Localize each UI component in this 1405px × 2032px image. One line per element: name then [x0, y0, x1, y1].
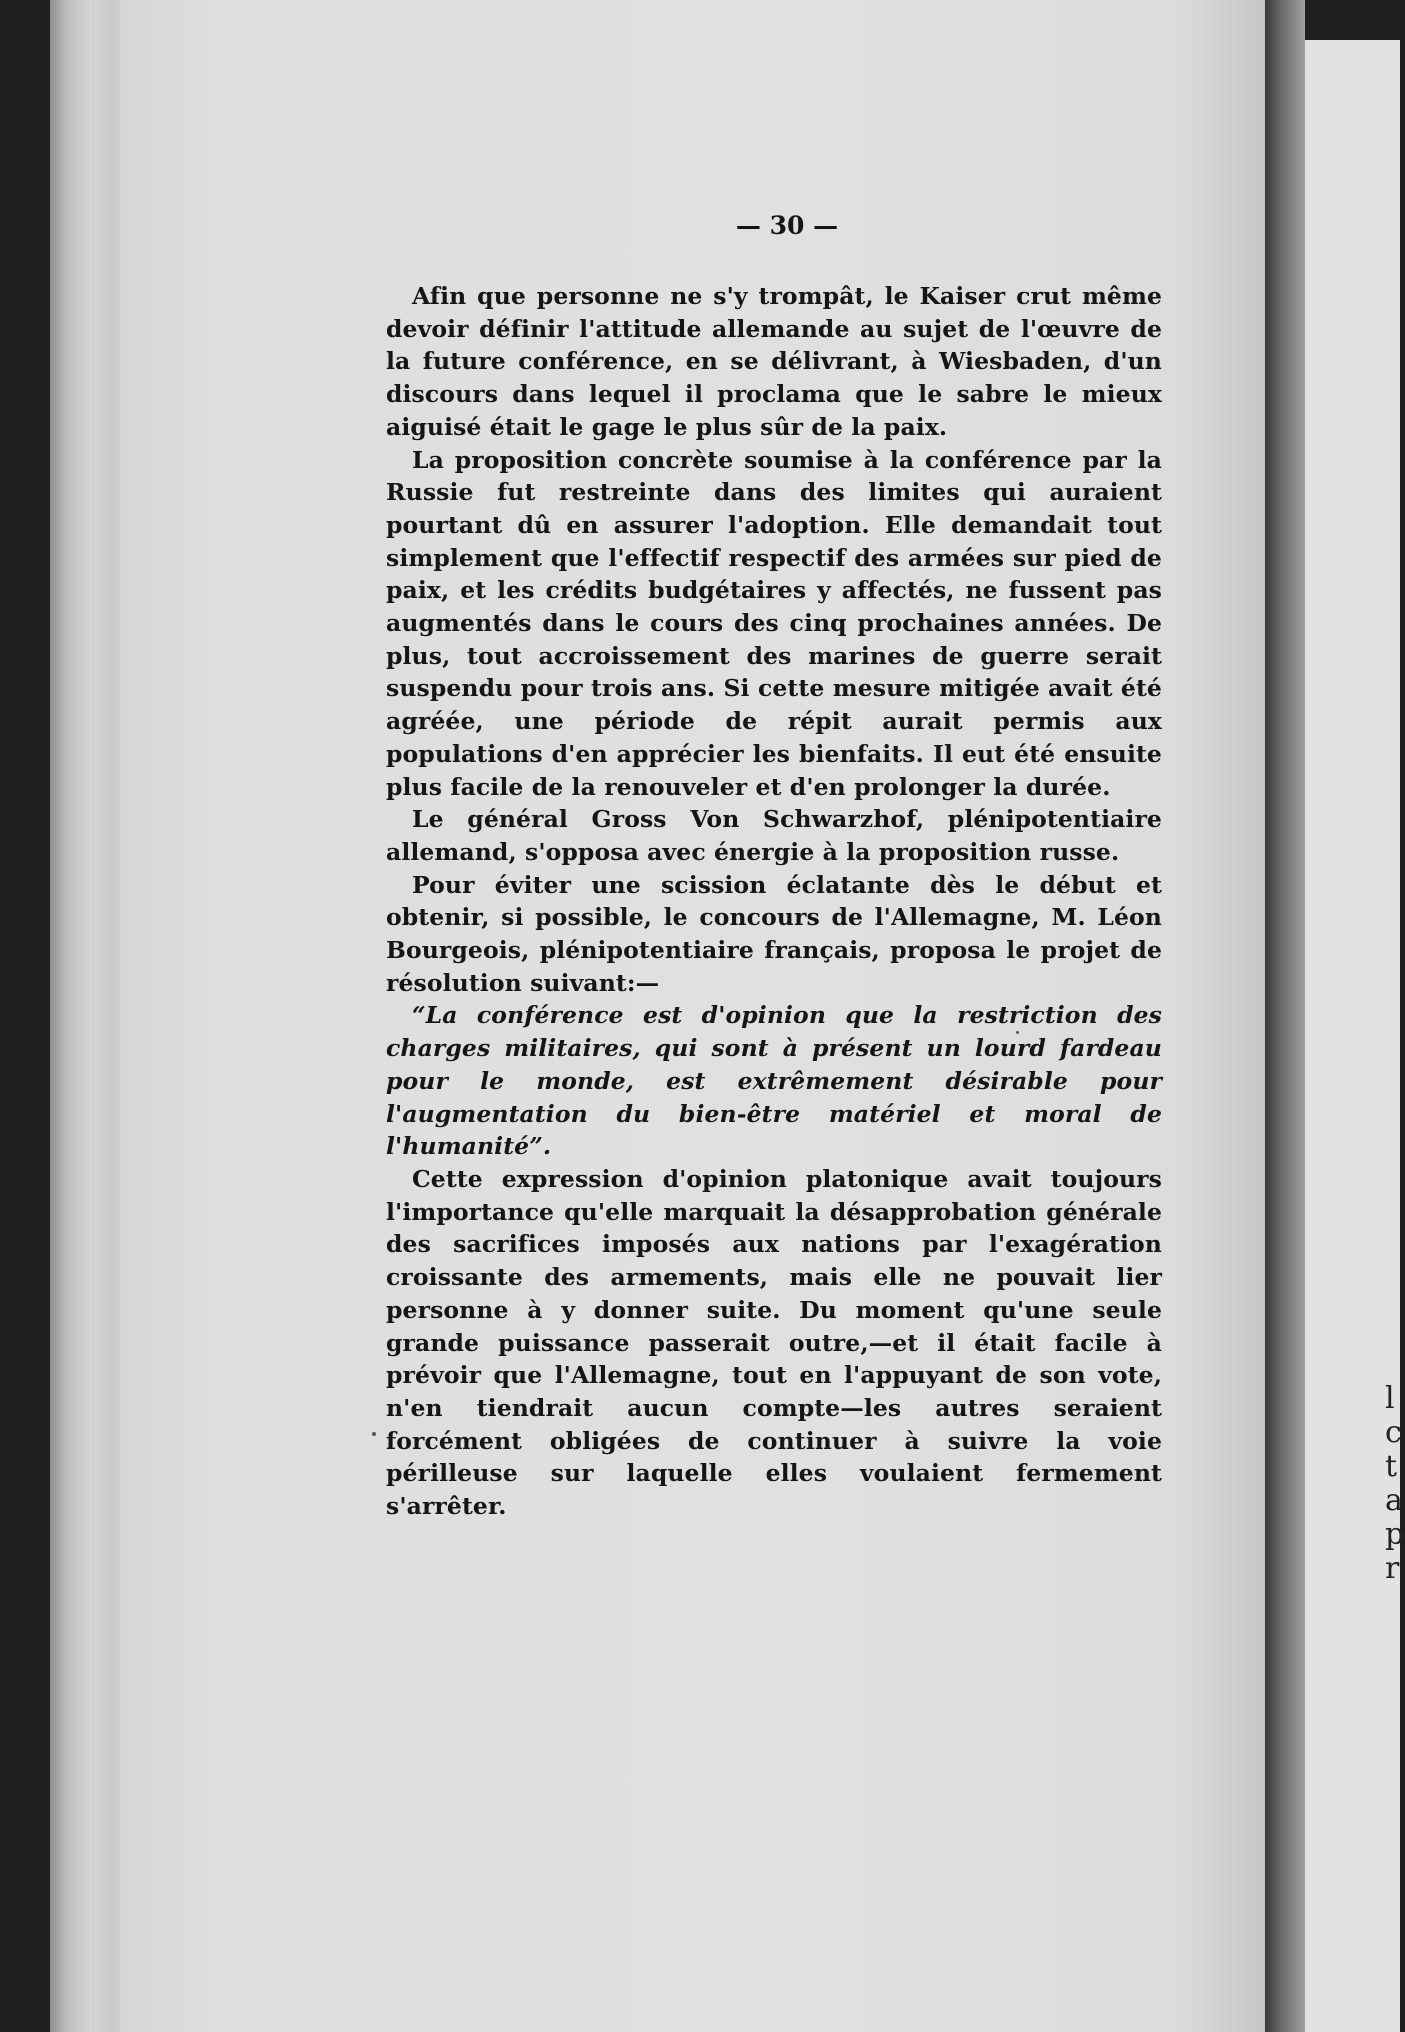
page-fore-edge: [50, 0, 130, 2032]
facing-letter: c: [1385, 1415, 1402, 1450]
paragraph: La proposition concrète soumise à la conférence par la Russie fut restreinte dans des limites qui auraient pourtant dû en assurer l'adoption. Elle demandait tout simplement que l'effectif respectif des armées sur pied de paix, et les crédits budgétaires y affectés, ne fussent pas augmentés dans le cours des cinq prochaines années. De plus, tout accroissement des marines de guerre serait suspendu pour trois ans. Si cette mesure mitigée avait été agréée, une période de répit aurait permis aux populations d'en apprécier les bienfaits. Il eut été ensuite plus facile de la renouveler et d'en prolonger la durée.: [386, 445, 1162, 801]
quoted-resolution: “La conférence est d'opinion que la restriction des charges militaires, qui sont à présent un lourd fardeau pour le monde, est extrêmement désirable pour l'augmentation du bien-être matériel et moral de l'humanité”.: [386, 1001, 1162, 1161]
page-text: [386, 210, 1162, 1523]
facing-page: [1305, 40, 1405, 2032]
paragraph: Le général Gross Von Schwarzhof, plénipotentiaire allemand, s'opposa avec énergie à la proposition russe.: [386, 805, 1162, 866]
page-number: — 30 —: [735, 211, 839, 240]
facing-letter: l: [1385, 1381, 1395, 1416]
facing-letter: a: [1385, 1483, 1403, 1518]
facing-letter: r: [1385, 1551, 1400, 1586]
paragraph: Pour éviter une scission éclatante dès le début et obtenir, si possible, le concours de l'Allemagne, M. Léon Bourgeois, plénipotentiaire français, proposa le projet de résolution suivant:—: [386, 870, 1162, 997]
paragraph: Cette expression d'opinion platonique avait toujours l'importance qu'elle marquait la désapprobation générale des sacrifices imposés aux nations par l'exagération croissante des armements, mais elle ne pouvait lier personne à y donner suite. Du moment qu'une seule grande puissance passerait outre,—et il était facile à prévoir que l'Allemagne, tout en l'appuyant de son vote, n'en tiendrait aucun compte—les autres seraient forcément obligées de continuer à suivre la voie périlleuse sur laquelle elles voulaient fermement s'arrêter.: [386, 1164, 1162, 1521]
paragraph: Afin que personne ne s'y trompât, le Kaiser crut même devoir définir l'attitude allemande au sujet de l'œuvre de la future conférence, en se délivrant, à Wiesbaden, d'un discours dans lequel il proclama que le sabre le mieux aiguisé était le gage le plus sûr de la paix.: [386, 282, 1162, 441]
dust-speck: [372, 1432, 376, 1436]
facing-letter: t: [1385, 1449, 1398, 1484]
book-gutter: [1265, 0, 1305, 2032]
facing-letter: p: [1385, 1517, 1405, 1552]
facing-page-text-fragment: [1385, 1382, 1405, 1586]
